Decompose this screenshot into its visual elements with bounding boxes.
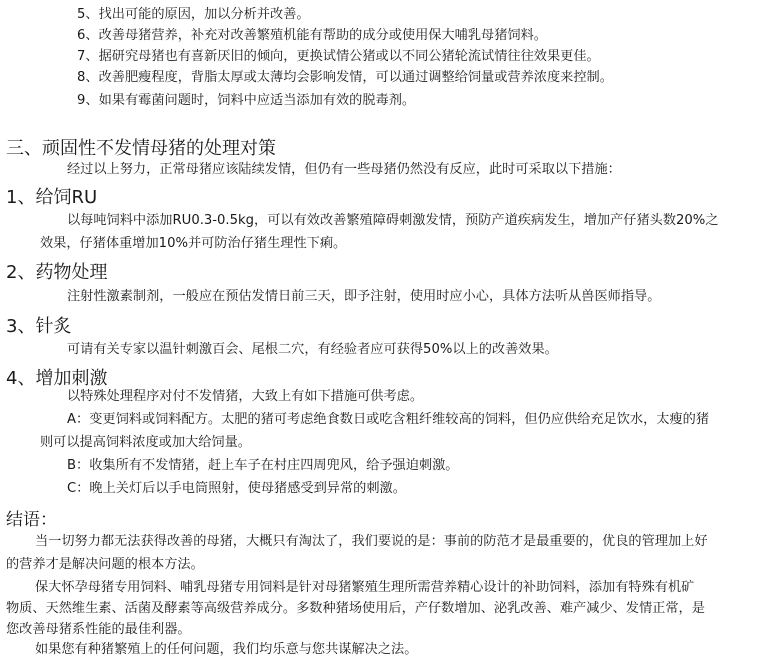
- subheading-3: 3、针炙: [6, 316, 72, 337]
- section-heading: 三、顽固性不发情母猪的处理对策: [6, 138, 276, 159]
- sub3-text: 可请有关专家以温针刺激百会、尾根二穴，有经验者应可获得50%以上的改善效果。: [67, 342, 558, 357]
- sub1-text-line1: 以每吨饲料中添加RU0.3-0.5kg，可以有效改善繁殖障碍刺激发情，预防产道疾病发生，增加产仔猪头数20%之: [67, 213, 719, 228]
- sub4-intro: 以特殊处理程序对付不发情猪，大致上有如下措施可供考虑。: [67, 389, 424, 404]
- list-item-9: 9、如果有霉菌问题时，饲料中应适当添加有效的脱毒剂。: [77, 93, 416, 108]
- list-item-8: 8、改善肥瘦程度，背脂太厚或太薄均会影响发情，可以通过调整给饲量或营养浓度来控制。: [77, 70, 613, 85]
- sub4-item-a-line2: 则可以提高饲料浓度或加大给饲量。: [40, 435, 251, 450]
- conclusion-p3: 如果您有种猪繁殖上的任何问题，我们均乐意与您共谋解决之法。: [35, 642, 418, 657]
- conclusion-p2-line3: 您改善母猪系性能的最佳利器。: [6, 622, 191, 637]
- conclusion-p2-line1: 保大怀孕母猪专用饲料、哺乳母猪专用饲料是针对母猪繁殖生理所需营养精心设计的补助饲料，添加有特殊有机矿: [35, 580, 695, 595]
- subheading-1: 1、给饲RU: [6, 187, 98, 208]
- sub2-text: 注射性激素制剂，一般应在预估发情日前三天，即予注射，使用时应小心，具体方法听从兽医师指导。: [67, 289, 661, 304]
- subheading-4: 4、增加刺激: [6, 368, 108, 389]
- conclusion-heading: 结语：: [6, 510, 57, 530]
- sub4-item-a-line1: A：变更饲料或饲料配方。太肥的猪可考虑绝食数日或吃含粗纤维较高的饲料，但仍应供给充足饮水，太瘦的猪: [67, 412, 710, 427]
- list-item-5: 5、找出可能的原因，加以分析并改善。: [77, 7, 310, 22]
- list-item-6: 6、改善母猪营养，补充对改善繁殖机能有帮助的成分或使用保大哺乳母猪饲料。: [77, 28, 547, 43]
- sub4-item-c: C：晚上关灯后以手电筒照射，使母猪感受到异常的刺激。: [67, 481, 406, 496]
- conclusion-p2-line2: 物质、天然维生素、活菌及酵素等高级营养成分。多数种猪场使用后，产仔数增加、泌乳改善、难产减少、发情正常，是: [6, 601, 705, 616]
- section-intro: 经过以上努力，正常母猪应该陆续发情，但仍有一些母猪仍然没有反应，此时可采取以下措施：: [67, 162, 621, 177]
- sub1-text-line2: 效果，仔猪体重增加10%并可防治仔猪生理性下痢。: [40, 236, 347, 251]
- conclusion-p1-line1: 当一切努力都无法获得改善的母猪，大概只有淘汰了，我们要说的是：事前的防范才是最重要的，优良的管理加上好: [35, 534, 708, 549]
- list-item-7: 7、据研究母猪也有喜新厌旧的倾向，更换试情公猪或以不同公猪轮流试情往往效果更佳。: [77, 49, 600, 64]
- subheading-2: 2、药物处理: [6, 262, 108, 283]
- sub4-item-b: B：收集所有不发情猪，赶上车子在村庄四周兜风，给予强迫刺激。: [67, 458, 459, 473]
- conclusion-p1-line2: 的营养才是解决问题的根本方法。: [6, 557, 204, 572]
